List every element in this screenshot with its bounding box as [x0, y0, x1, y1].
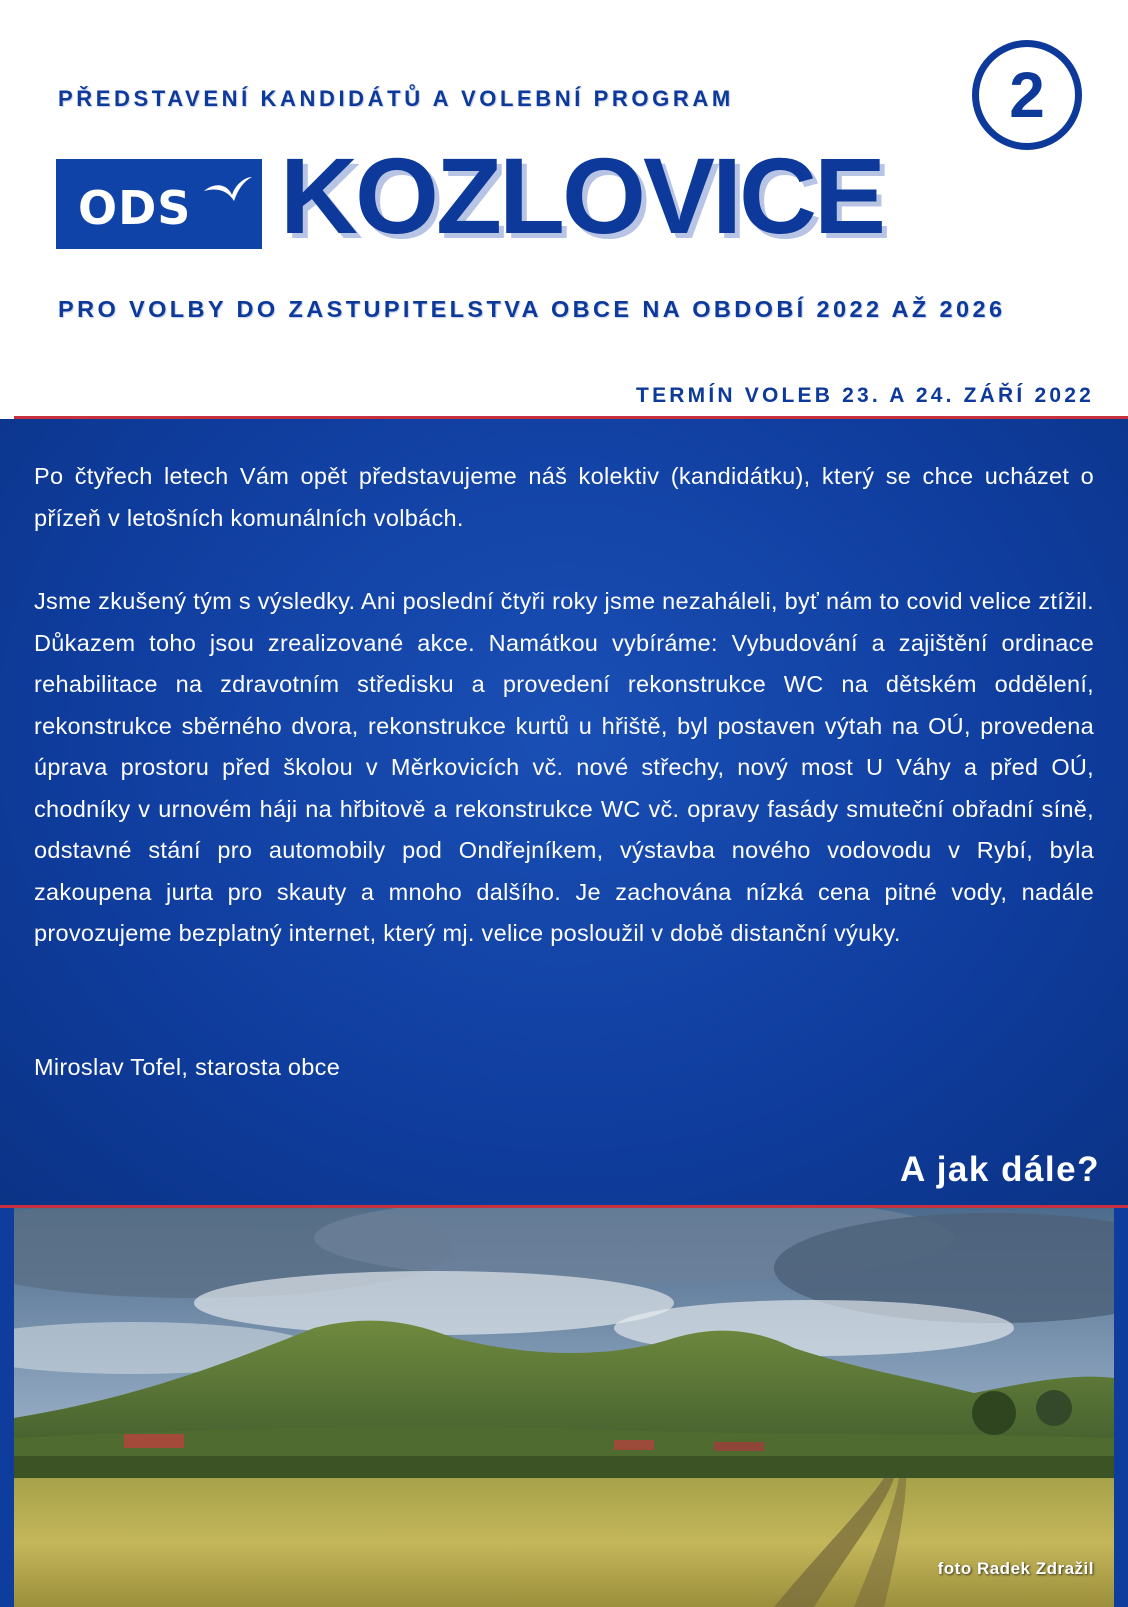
intro-paragraph: Po čtyřech letech Vám opět představujeme náš kolektiv (kandidátku), který se chce ucházet o přízeň v letošních komunálních volbách. [34, 463, 1094, 531]
achievements-paragraph: Jsme zkušený tým s výsledky. Ani poslední čtyři roky jsme nezaháleli, byť nám to covid velice ztížil. Důkazem toho jsou zrealizované akce. Namátkou vybíráme: Vybudování a zajištění ordinace rehabilitace na zdravotním středisku a provedení rekonstrukce WC na dětském oddělení, rekonstrukce sběrného dvora, rekonstrukce kurtů u hřiště, byl postaven výtah na OÚ, provedena úprava prostoru před školou v Měrkovicích vč. nové střechy, nový most U Váhy a před OÚ, chodníky v urnovém háji na hřbitově a rekonstrukce WC vč. opravy fasády smuteční obřadní síně, odstavné stání pro automobily pod Ondřejníkem, výstavba nového vodovodu v Rybí, byla zakoupena jurta pro skauty a mnoho dalšího. Je zachována nízká cena pitné vody, nadále provozujeme bezplatný internet, který mj. velice posloužil v době distanční výuky. [34, 588, 1094, 946]
article-body [34, 456, 1094, 955]
landscape-illustration [14, 1208, 1114, 1607]
ods-logo-text: ODS [78, 181, 192, 235]
signature: Miroslav Tofel, starosta obce [34, 1054, 341, 1080]
landscape-photo [14, 1208, 1114, 1607]
header [0, 0, 1128, 418]
election-dates: TERMÍN VOLEB 23. A 24. ZÁŘÍ 2022 [636, 384, 1094, 407]
town-title: KOZLOVICE [280, 135, 884, 256]
photo-credit: foto Radek Zdražil [937, 1559, 1094, 1578]
next-section-heading: A jak dále? [900, 1150, 1100, 1189]
bird-icon [202, 171, 254, 207]
issue-number-badge: 2 [972, 40, 1082, 150]
kicker-title: PŘEDSTAVENÍ KANDIDÁTŮ A VOLEBNÍ PROGRAM [58, 86, 734, 111]
ods-logo [56, 159, 262, 249]
election-subtitle: PRO VOLBY DO ZASTUPITELSTVA OBCE NA OBDOBÍ 2022 AŽ 2026 [58, 296, 1006, 322]
